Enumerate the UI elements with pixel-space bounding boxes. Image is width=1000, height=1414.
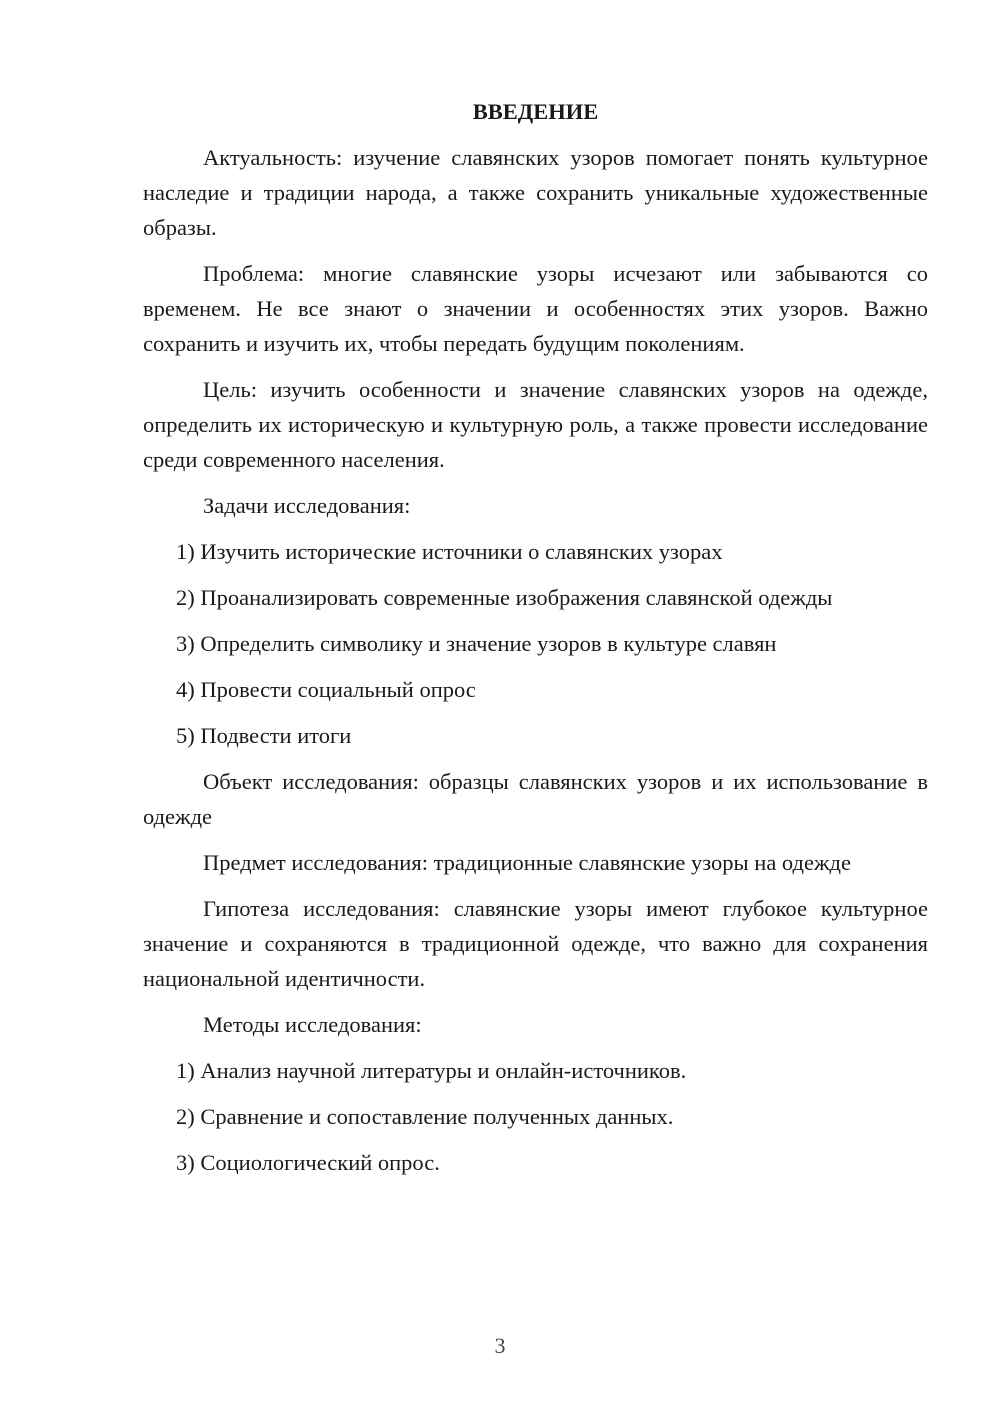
object-paragraph: Объект исследования: образцы славянских узоров и их использование в одежде bbox=[143, 769, 928, 829]
method-item-1: 1) Анализ научной литературы и онлайн-источников. bbox=[176, 1058, 687, 1083]
goal-paragraph: Цель: изучить особенности и значение славянских узоров на одежде, определить их историческую и культурную роль, а также провести исследование среди современного населения. bbox=[143, 377, 928, 472]
section-heading: ВВЕДЕНИЕ bbox=[472, 99, 599, 124]
page-number: 3 bbox=[494, 1333, 506, 1358]
problem-paragraph: Проблема: многие славянские узоры исчезают или забываются со временем. Не все знают о значении и особенностях этих узоров. Важно сохранить и изучить их, чтобы передать будущим поколениям. bbox=[143, 261, 928, 356]
relevance-paragraph: Актуальность: изучение славянских узоров помогает понять культурное наследие и традиции народа, а также сохранить уникальные художественные образы. bbox=[143, 145, 928, 240]
task-item-5: 5) Подвести итоги bbox=[176, 723, 352, 748]
subject-paragraph: Предмет исследования: традиционные славянские узоры на одежде bbox=[203, 850, 851, 875]
task-item-1: 1) Изучить исторические источники о славянских узорах bbox=[176, 539, 723, 564]
task-item-2: 2) Проанализировать современные изображения славянской одежды bbox=[176, 585, 833, 610]
methods-title: Методы исследования: bbox=[203, 1012, 422, 1037]
method-item-3: 3) Социологический опрос. bbox=[176, 1150, 440, 1175]
tasks-title: Задачи исследования: bbox=[203, 493, 411, 518]
document-page bbox=[143, 96, 928, 1191]
method-item-2: 2) Сравнение и сопоставление полученных данных. bbox=[176, 1104, 674, 1129]
hypothesis-paragraph: Гипотеза исследования: славянские узоры имеют глубокое культурное значение и сохраняются в традиционной одежде, что важно для сохранения национальной идентичности. bbox=[143, 896, 928, 991]
task-item-4: 4) Провести социальный опрос bbox=[176, 677, 476, 702]
task-item-3: 3) Определить символику и значение узоров в культуре славян bbox=[176, 631, 777, 656]
